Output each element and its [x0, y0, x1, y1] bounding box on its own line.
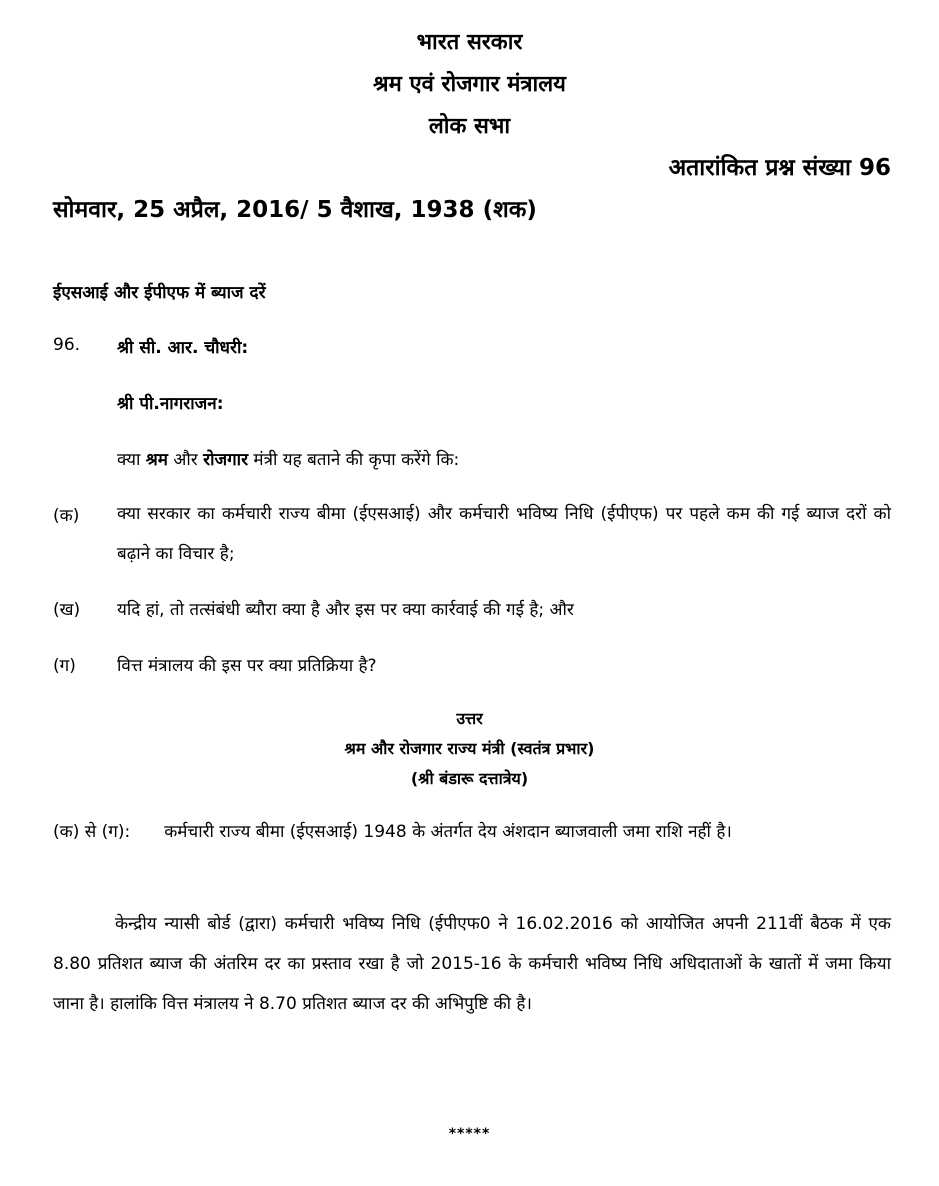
answer-para-1-text: कर्मचारी राज्य बीमा (ईएसआई) 1948 के अंतर्गत देय अंशदान ब्याजवाली जमा राशि नहीं है। — [164, 822, 732, 842]
intro-bold-shram: श्रम — [145, 450, 168, 470]
question-type: अतारांकित प्रश्न संख्या 96 — [668, 155, 891, 181]
header-ministry: श्रम एवं रोजगार मंत्रालय — [373, 72, 566, 97]
part-text-ga: वित्त मंत्रालय की इस पर क्या प्रतिक्रिया है? — [117, 656, 377, 676]
part-label-kha: (ख) — [53, 600, 81, 620]
member-name-2: श्री पी.नागराजन: — [117, 394, 224, 414]
answer-heading: उत्तर — [456, 709, 483, 728]
intro-text-mid: और — [167, 450, 204, 470]
intro-text-post: मंत्री यह बताने की कृपा करेंगे कि: — [248, 450, 460, 470]
part-text-kha: यदि हां, तो तत्संबंधी ब्यौरा क्या है और इस पर क्या कार्रवाई की गई है; और — [117, 600, 574, 620]
end-marker: ***** — [448, 1126, 491, 1142]
header-house: लोक सभा — [428, 114, 511, 139]
answer-label: (क) से (ग): — [53, 822, 131, 842]
question-date: सोमवार, 25 अप्रैल, 2016/ 5 वैशाख, 1938 (शक) — [53, 197, 537, 223]
part-text-ka: क्या सरकार का कर्मचारी राज्य बीमा (ईएसआई) और कर्मचारी भविष्य निधि (ईपीएफ) पर पहले कम की गई ब्याज दरों को बढ़ाने का विचार है; — [117, 504, 891, 564]
answer-para-1 — [53, 812, 891, 852]
header-government: भारत सरकार — [416, 30, 523, 55]
question-subject: ईएसआई और ईपीएफ में ब्याज दरें — [53, 283, 266, 303]
answer-minister-name: (श्री बंडारू दत्तात्रेय) — [410, 769, 529, 788]
question-intro — [117, 447, 459, 470]
member-name-1: श्री सी. आर. चौधरी: — [117, 338, 249, 358]
question-number: 96. — [53, 335, 81, 355]
answer-minister-title: श्रम और रोजगार राज्य मंत्री (स्वतंत्र प्रभार) — [344, 739, 595, 758]
part-label-ga: (ग) — [53, 656, 76, 676]
part-label-ka: (क) — [53, 506, 80, 526]
intro-text-pre: क्या — [117, 450, 146, 470]
intro-bold-rojgar: रोजगार — [203, 450, 249, 470]
answer-para-2: केन्द्रीय न्यासी बोर्ड (द्वारा) कर्मचारी भविष्य निधि (ईपीएफ0 ने 16.02.2016 को आयोजित अपनी 211वीं बैठक में एक 8.80 प्रतिशत ब्याज की अंतरिम दर का प्रस्ताव रखा है जो 2015-16 के कर्मचारी भविष्य निधि अधिदाताओं के खातों में जमा किया जाना है। हालांकि वित्त मंत्रालय ने 8.70 प्रतिशत ब्याज दर की अभिपुष्टि की है। — [53, 914, 891, 1014]
